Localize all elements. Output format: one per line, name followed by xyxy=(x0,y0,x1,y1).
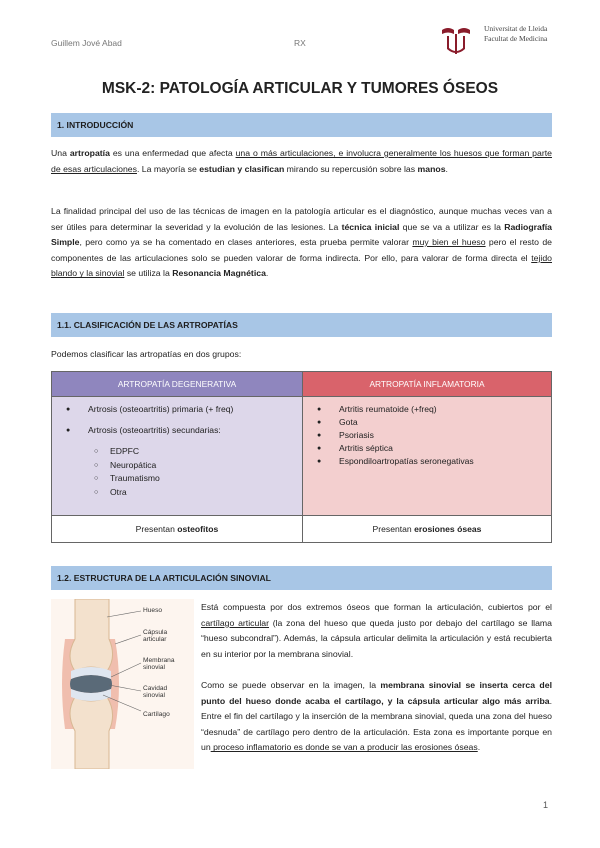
label-cavidad: Cavidad sinovial xyxy=(143,685,168,699)
bold-run: estudian y clasifican xyxy=(199,163,285,174)
label-cartilago: Cartílago xyxy=(143,711,170,718)
bold-run: artropatía xyxy=(69,148,110,158)
header-code: RX xyxy=(294,38,306,48)
degenerativa-cell xyxy=(52,397,303,516)
text-run: . La mayoría se xyxy=(136,163,200,174)
inflamatoria-footer xyxy=(303,516,552,543)
clasificacion-intro: Podemos clasificar las artropatías en dos grupos: xyxy=(51,349,242,359)
header-degenerativa: ARTROPATÍA DEGENERATIVA xyxy=(52,372,303,397)
text-run: es una enfermedad que afecta xyxy=(109,148,236,158)
text-run: Está compuesta por dos extremos óseos que forman la articulación, cubiertos por el xyxy=(201,602,552,612)
list-item: ● Artrosis (osteoartritis) primaria (+ freq) xyxy=(88,403,302,416)
text-run: La finalidad principal del uso de las técnicas de imagen en la patología articular es el diagnóstico, aunque muchas veces van a ser útiles para determinar la severidad y la evolución de las lesiones. La xyxy=(51,206,552,232)
page-number: 1 xyxy=(543,800,549,810)
estructura-paragraph-1 xyxy=(201,600,552,662)
text-run: Presentan xyxy=(372,524,415,534)
text-run: . xyxy=(445,163,448,174)
section-heading-clasificacion: 1.1. CLASIFICACIÓN DE LAS ARTROPATÍAS xyxy=(51,313,552,337)
degenerativa-list xyxy=(52,403,302,437)
text-run: (la zona del hueso que queda justo por debajo del cartílago se llama “hueso subcondral”). Además, la cápsula articular delimita la articulación y está recubierta en su interior por la membrana sinovial. xyxy=(201,617,552,659)
list-item: ● Artritis reumatoide (+freq) xyxy=(339,403,551,416)
bold-run: Radiografía Simple xyxy=(51,221,552,248)
estructura-paragraph-2 xyxy=(201,678,552,756)
text-run: mirando su repercusión sobre las xyxy=(284,163,418,174)
header-author: Guillem Jové Abad xyxy=(51,38,122,48)
university-line-2: Facultat de Medicina xyxy=(484,34,548,43)
list-item: ● Gota xyxy=(339,416,551,429)
bold-run: manos xyxy=(417,163,446,174)
bold-run: erosiones óseas xyxy=(414,524,482,534)
inflamatoria-list xyxy=(303,403,551,468)
artropatias-table xyxy=(51,371,552,543)
text-run: . xyxy=(265,268,269,279)
list-item: ● Psoriasis xyxy=(339,429,551,442)
text-run: Como se puede observar en la imagen, la xyxy=(201,680,381,690)
synovial-joint-figure xyxy=(51,599,194,769)
university-line-1: Universitat de Lleida xyxy=(484,24,548,33)
underline-run: cartílago articular xyxy=(201,617,269,628)
list-item: ● Artrosis (osteoartritis) secundarias: xyxy=(88,424,302,437)
text-run: , pero como ya se ha comentado en clases anteriores, esta prueba permite valorar xyxy=(79,237,413,248)
page-title: MSK-2: PATOLOGÍA ARTICULAR Y TUMORES ÓSEOS xyxy=(101,80,499,97)
underline-run: muy bien el hueso xyxy=(412,237,486,248)
bold-run: membrana sinovial se inserta cerca del punto del hueso donde acaba el cartílago, y la cápsula articular algo más arriba xyxy=(201,680,552,706)
inflamatoria-cell xyxy=(303,397,552,516)
section-heading-estructura: 1.2. ESTRUCTURA DE LA ARTICULACIÓN SINOVIAL xyxy=(51,566,552,590)
list-item: ○ Otra xyxy=(110,486,302,500)
label-hueso: Hueso xyxy=(143,607,163,614)
underline-run: tejido blando y la sinovial xyxy=(51,252,552,279)
intro-paragraph-2 xyxy=(51,204,552,282)
text-run: . Entre el fin del cartílago y la inserción de la membrana sinovial, queda una zona del hueso “desnuda” de cartílago pero dentro de la articulación. Esta zona es importante porque en un xyxy=(201,695,552,753)
list-item: ○ Traumatismo xyxy=(110,472,302,486)
text-run: . xyxy=(477,742,481,753)
intro-paragraph-1 xyxy=(51,146,552,177)
university-name xyxy=(484,24,547,44)
bold-run: Resonancia Magnética xyxy=(172,268,266,279)
degenerativa-sublist xyxy=(52,445,302,499)
text-run: que se va a utilizar es la xyxy=(399,221,505,232)
text-run: Una xyxy=(51,148,70,158)
joint-illustration xyxy=(51,599,194,769)
header-inflamatoria: ARTROPATÍA INFLAMATORIA xyxy=(303,372,552,397)
list-item: ○ Neuropática xyxy=(110,459,302,473)
underline-run: una o más articulaciones, e involucra generalmente los huesos que forman parte de esas articulaciones xyxy=(51,148,552,174)
text-run: Presentan xyxy=(135,524,178,534)
degenerativa-footer xyxy=(52,516,303,543)
text-run: pero el resto de componentes de las articulaciones solo se pueden valorar de forma indirecta. Por ello, para valorar de forma directa el xyxy=(51,237,552,263)
label-membrana: Membrana sinovial xyxy=(143,657,175,671)
list-item: ○ EDPFC xyxy=(110,445,302,459)
underline-run: proceso inflamatorio es donde se van a producir las erosiones óseas xyxy=(210,742,478,753)
list-item: ● Artritis séptica xyxy=(339,442,551,455)
bold-run: osteofitos xyxy=(177,524,219,534)
section-heading-intro: 1. INTRODUCCIÓN xyxy=(51,113,552,137)
list-item: ● Espondiloartropatías seronegativas xyxy=(339,455,551,468)
label-capsula: Cápsula articular xyxy=(143,629,168,643)
text-run: se utiliza la xyxy=(124,268,173,279)
bold-run: técnica inicial xyxy=(341,221,400,232)
